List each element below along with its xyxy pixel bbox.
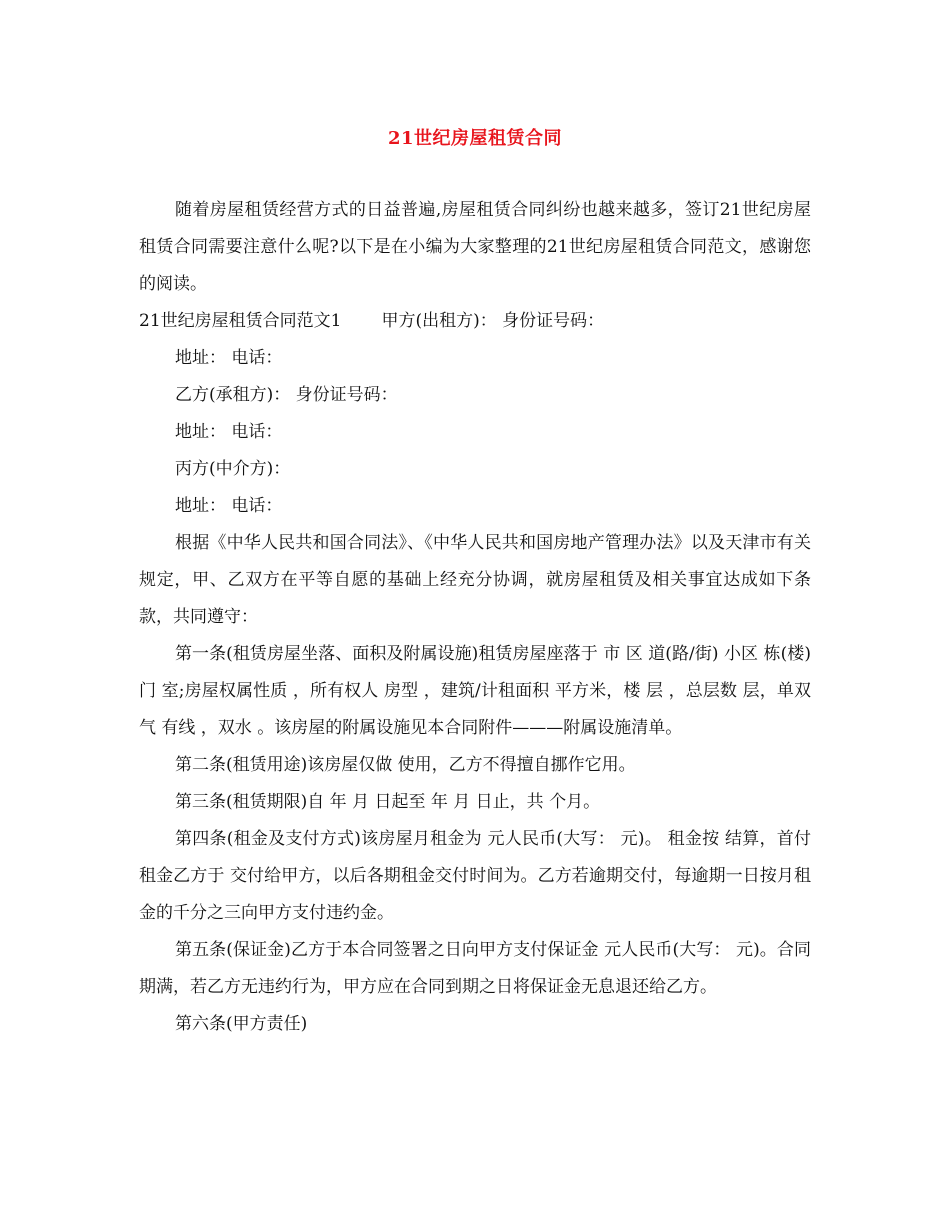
preamble-paragraph: 根据《中华人民共和国合同法》、《中华人民共和国房地产管理办法》以及天津市有关规定，甲、乙双方在平等自愿的基础上经充分协调，就房屋租赁及相关事宜达成如下条款，共同遵守： <box>139 533 811 627</box>
intro-paragraph: 随着房屋租赁经营方式的日益普遍,房屋租赁合同纠纷也越来越多，签订21世纪房屋租赁合同需要注意什么呢?以下是在小编为大家整理的21世纪房屋租赁合同范文，感谢您的阅读。 <box>139 200 811 294</box>
document-title: 21世纪房屋租赁合同 <box>387 128 563 149</box>
party-a-address: 地址： 电话： <box>175 348 283 368</box>
party-c-address: 地址： 电话： <box>175 496 283 516</box>
clause-4: 第四条(租金及支付方式)该房屋月租金为 元人民币(大写： 元)。 租金按 结算，首付租金乙方于 交付给甲方，以后各期租金交付时间为。乙方若逾期交付，每逾期一日按月租金的千分之三向甲方支付违约金。 <box>139 829 811 923</box>
clause-2: 第二条(租赁用途)该房屋仅做 使用，乙方不得擅自挪作它用。 <box>175 755 636 775</box>
party-a-line: 甲方(出租方)： 身份证号码： <box>381 311 605 331</box>
sample-heading: 21世纪房屋租赁合同范文1 <box>139 311 342 331</box>
clause-3: 第三条(租赁期限)自 年 月 日起至 年 月 日止，共 个月。 <box>175 792 601 812</box>
party-c-line: 丙方(中介方)： <box>175 459 291 479</box>
clause-5: 第五条(保证金)乙方于本合同签署之日向甲方支付保证金 元人民币(大写： 元)。合同期满，若乙方无违约行为，甲方应在合同到期之日将保证金无息退还给乙方。 <box>139 940 811 997</box>
sample-heading-row <box>139 303 811 340</box>
document-body <box>139 192 811 1043</box>
clause-1: 第一条(租赁房屋坐落、面积及附属设施)租赁房屋座落于 市 区 道(路/街) 小区 栋(楼) 门 室;房屋权属性质 ，所有权人 房型 ，建筑/计租面积 平方米，楼 层 ，总层数 层，单双气 有线 ，双水 。该房屋的附属设施见本合同附件———附属设施清单。 <box>139 644 811 738</box>
clause-6: 第六条(甲方责任) <box>175 1014 308 1034</box>
party-b-line: 乙方(承租方)： 身份证号码： <box>175 385 398 405</box>
party-b-address: 地址： 电话： <box>175 422 283 442</box>
